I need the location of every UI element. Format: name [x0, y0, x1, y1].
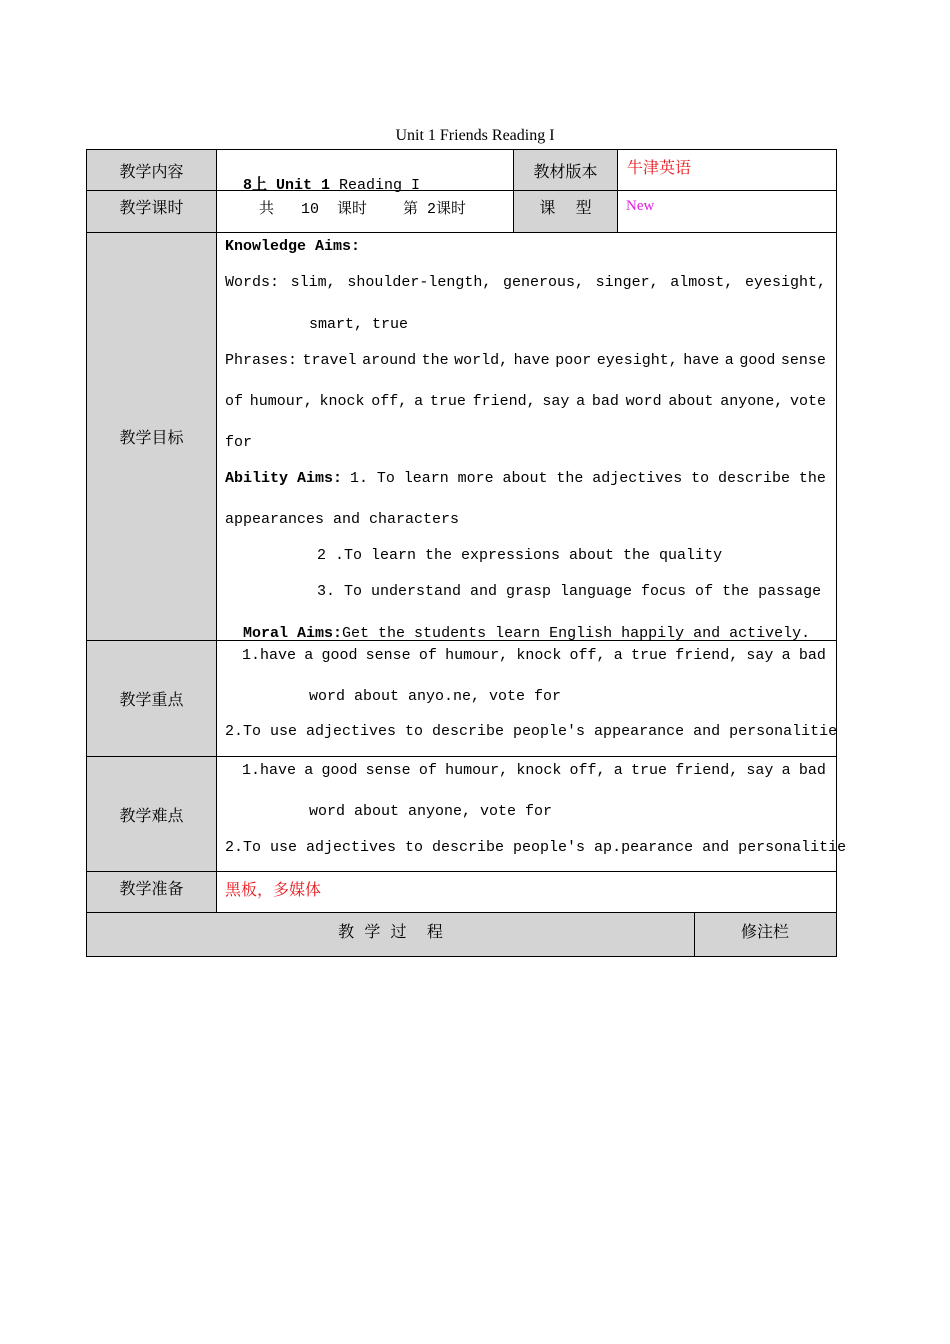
label-hours-text: 教学课时 — [119, 198, 184, 217]
word: humour, — [249, 393, 313, 410]
word: sense — [365, 647, 411, 664]
ability-line — [350, 470, 826, 487]
word: good — [321, 647, 358, 664]
word: eyesight, — [744, 274, 826, 291]
word: a — [781, 762, 791, 779]
document-title: Unit 1 Friends Reading I — [395, 127, 555, 144]
grid-line — [836, 149, 837, 957]
word: vote — [789, 393, 826, 410]
word: the — [421, 352, 449, 369]
label-difficulties — [87, 757, 216, 871]
label-process-text: 教 学 过 程 — [338, 922, 443, 941]
word: describe — [718, 470, 791, 487]
grid-line — [617, 149, 618, 233]
difficulties-line-2: word about anyone, vote for — [309, 803, 553, 820]
word: of — [418, 647, 437, 664]
word: true — [630, 647, 667, 664]
word: a — [576, 393, 586, 410]
grid-line — [513, 149, 514, 233]
grid-line — [216, 149, 217, 913]
label-key-points-text: 教学重点 — [119, 690, 184, 709]
word: a — [613, 647, 623, 664]
label-difficulties-text: 教学难点 — [119, 805, 184, 825]
word: good — [739, 352, 776, 369]
word: sense — [780, 352, 826, 369]
word: off, — [569, 647, 606, 664]
word: good — [321, 762, 358, 779]
grid-line — [86, 871, 837, 872]
word: a — [781, 647, 791, 664]
word: off, — [371, 393, 408, 410]
grid-line — [86, 149, 837, 150]
label-content — [87, 150, 216, 191]
label-notes — [694, 913, 836, 956]
word: world, — [454, 352, 509, 369]
word: the — [798, 470, 826, 487]
words-line-continued: smart, true — [309, 316, 409, 333]
word: word — [625, 393, 662, 410]
difficulties-line-3: 2.To use adjectives to describe people's ap.pearance and personalitie — [225, 839, 847, 856]
phrases-line — [225, 352, 826, 369]
word: of — [418, 762, 437, 779]
word: about — [668, 393, 714, 410]
word: sense — [365, 762, 411, 779]
word: eyesight, — [596, 352, 678, 369]
label-preparation-text: 教学准备 — [119, 879, 184, 898]
label-textbook — [513, 150, 618, 191]
word: true — [630, 762, 667, 779]
word: singer, — [595, 274, 659, 291]
lesson-content-bold: 8上 Unit 1 — [243, 177, 331, 194]
word: of — [225, 393, 244, 410]
lesson-content — [225, 156, 420, 194]
label-textbook-text: 教材版本 — [533, 162, 598, 181]
word: say — [746, 647, 774, 664]
textbook-value: 牛津英语 — [627, 158, 692, 177]
grid-line — [694, 912, 695, 957]
lesson-type-value: New — [626, 198, 655, 214]
word: bad — [798, 647, 826, 664]
ability-item-2: 2 .To learn the expressions about the quality — [317, 547, 723, 564]
word: knock — [516, 647, 562, 664]
word: generous, — [502, 274, 584, 291]
word: slim, — [290, 274, 336, 291]
ability-item-3: 3. To understand and grasp language focus of the passage — [317, 583, 822, 600]
word: 1.have — [242, 762, 297, 779]
difficulties-line — [242, 762, 826, 779]
word: humour, — [445, 762, 509, 779]
word: poor — [555, 352, 592, 369]
word: adjectives — [592, 470, 683, 487]
grid-line — [86, 190, 837, 191]
knowledge-heading: Knowledge Aims: — [225, 238, 361, 255]
key-points-line — [242, 647, 826, 664]
word: to — [691, 470, 710, 487]
word: learn — [403, 470, 449, 487]
word: have — [683, 352, 720, 369]
word: 1.have — [242, 647, 297, 664]
word: have — [513, 352, 550, 369]
word: 1. — [350, 470, 369, 487]
label-preparation — [87, 872, 216, 913]
lesson-hours: 共 10 课时 第 2课时 — [259, 201, 467, 218]
moral-heading: Moral Aims: — [243, 625, 343, 642]
word: say — [746, 762, 774, 779]
word: almost, — [670, 274, 734, 291]
preparation-value: 黑板，多媒体 — [225, 880, 322, 899]
word: Words: — [225, 274, 280, 291]
word: more — [457, 470, 494, 487]
grid-line — [86, 756, 837, 757]
grid-line — [86, 232, 837, 233]
word: friend, — [675, 647, 739, 664]
moral-row — [225, 608, 810, 642]
key-points-line-3: 2.To use adjectives to describe people's appearance and personalitie — [225, 723, 838, 740]
word: Phrases: — [225, 352, 298, 369]
label-key-points — [87, 641, 216, 756]
word: a — [304, 647, 314, 664]
word: knock — [319, 393, 365, 410]
word: a — [724, 352, 734, 369]
word: humour, — [445, 647, 509, 664]
ability-heading: Ability Aims: — [225, 470, 343, 487]
word: travel — [302, 352, 357, 369]
grid-line — [86, 956, 837, 957]
lesson-content-rest: Reading I — [330, 177, 421, 194]
label-type-text: 课 型 — [539, 198, 592, 217]
word: friend, — [472, 393, 536, 410]
grid-line — [86, 149, 87, 957]
word: knock — [516, 762, 562, 779]
label-objectives — [87, 233, 216, 640]
word: the — [556, 470, 584, 487]
word: around — [362, 352, 417, 369]
words-line — [225, 274, 826, 291]
word: say — [542, 393, 570, 410]
label-objectives-text: 教学目标 — [119, 428, 184, 447]
word: shoulder-length, — [347, 274, 492, 291]
ability-line-2: appearances and characters — [225, 511, 460, 528]
word: bad — [591, 393, 619, 410]
moral-text: Get the students learn English happily and actively. — [342, 625, 811, 642]
grid-line — [86, 912, 837, 913]
word: off, — [569, 762, 606, 779]
label-content-text: 教学内容 — [119, 162, 184, 181]
word: a — [414, 393, 424, 410]
key-points-line-2: word about anyo.ne, vote for — [309, 688, 562, 705]
word: true — [429, 393, 466, 410]
ability-row — [225, 470, 826, 487]
word: friend, — [675, 762, 739, 779]
word: bad — [798, 762, 826, 779]
label-notes-text: 修注栏 — [740, 922, 789, 941]
label-process — [87, 913, 694, 956]
word: about — [502, 470, 548, 487]
phrases-line-2 — [225, 393, 826, 410]
word: a — [613, 762, 623, 779]
word: To — [376, 470, 395, 487]
label-type — [513, 191, 618, 232]
word: anyone, — [720, 393, 784, 410]
word: a — [304, 762, 314, 779]
label-hours — [87, 191, 216, 232]
phrases-line-3: for — [225, 434, 253, 451]
